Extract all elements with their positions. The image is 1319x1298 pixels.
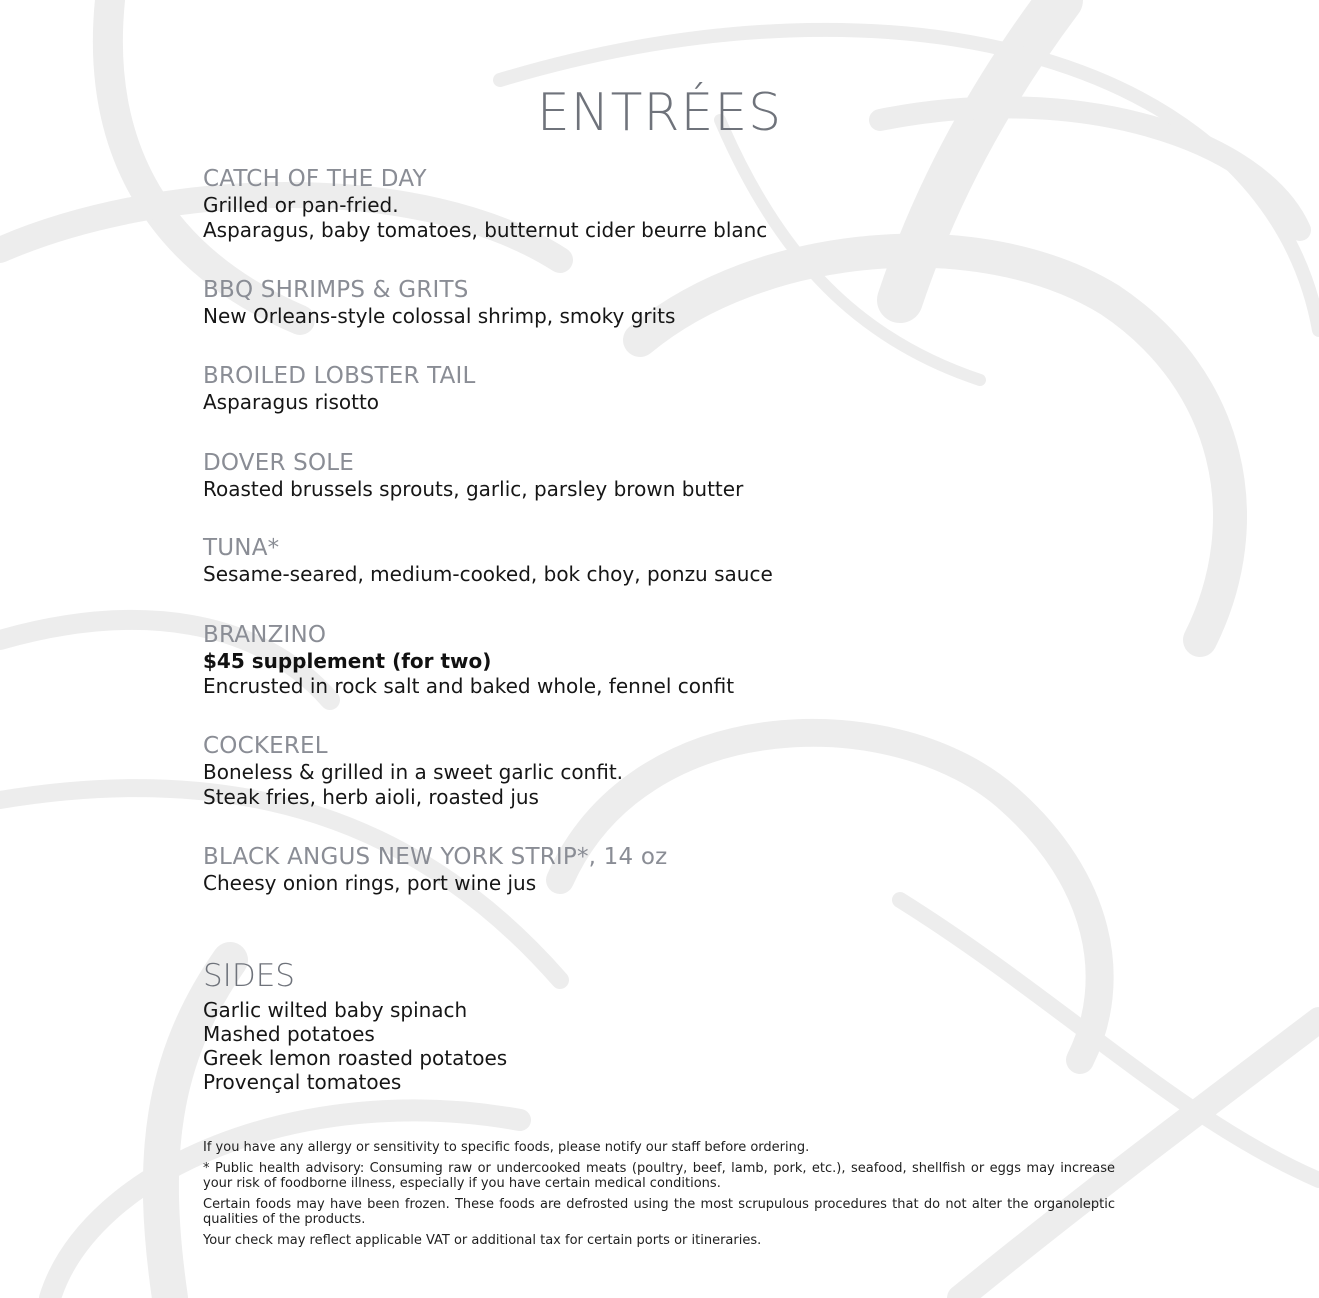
entree-name: BBQ SHRIMPS & GRITS: [203, 277, 469, 303]
entree-cockerel: [203, 733, 1103, 810]
entree-description: Asparagus risotto: [203, 390, 380, 414]
sides-section: [203, 958, 803, 1094]
entree-name: CATCH OF THE DAY: [203, 166, 427, 192]
sides-heading: SIDES: [203, 958, 295, 994]
entree-description: Grilled or pan-fried.: [203, 193, 399, 217]
entree-name: BLACK ANGUS NEW YORK STRIP*, 14 oz: [203, 844, 668, 870]
page-title: ENTRÉES: [536, 83, 783, 143]
entree-name: DOVER SOLE: [203, 450, 355, 476]
entree-description: Sesame-seared, medium-cooked, bok choy, ponzu sauce: [203, 562, 773, 586]
side-item: Provençal tomatoes: [203, 1070, 402, 1094]
entree-bbq-shrimps-grits: [203, 277, 1103, 329]
entree-description: Roasted brussels sprouts, garlic, parsley brown butter: [203, 477, 744, 501]
footnotes: [203, 1140, 1115, 1254]
entree-name: TUNA*: [203, 535, 280, 561]
health-advisory-note: * Public health advisory: Consuming raw or undercooked meats (poultry, beef, lamb, pork, etc.), seafood, shellfish or eggs may increase your risk of foodborne illness, especially if you have certain medical conditions.: [203, 1161, 1115, 1191]
entree-name: BROILED LOBSTER TAIL: [203, 363, 476, 389]
entree-dover-sole: [203, 450, 1103, 502]
side-item: Greek lemon roasted potatoes: [203, 1046, 508, 1070]
entree-name: BRANZINO: [203, 622, 327, 648]
entree-catch-of-the-day: [203, 166, 1103, 243]
entree-description: Boneless & grilled in a sweet garlic confit.: [203, 760, 624, 784]
entree-broiled-lobster-tail: [203, 363, 1103, 415]
frozen-foods-note: Certain foods may have been frozen. These foods are defrosted using the most scrupulous procedures that do not alter the organoleptic qualities of the products.: [203, 1197, 1115, 1227]
entree-description: Cheesy onion rings, port wine jus: [203, 871, 537, 895]
entree-description: Asparagus, baby tomatoes, butternut cider beurre blanc: [203, 218, 768, 242]
side-item: Mashed potatoes: [203, 1022, 375, 1046]
entree-description: New Orleans-style colossal shrimp, smoky grits: [203, 304, 676, 328]
entree-supplement: $45 supplement (for two): [203, 649, 492, 673]
side-item: Garlic wilted baby spinach: [203, 998, 468, 1022]
entree-description: Steak fries, herb aioli, roasted jus: [203, 785, 539, 809]
tax-note: Your check may reflect applicable VAT or additional tax for certain ports or itineraries.: [203, 1233, 762, 1248]
entree-branzino: [203, 622, 1103, 699]
entree-name: COCKEREL: [203, 733, 328, 759]
entree-tuna: [203, 535, 1103, 587]
allergy-note: If you have any allergy or sensitivity to specific foods, please notify our staff before ordering.: [203, 1140, 810, 1155]
entree-description: Encrusted in rock salt and baked whole, fennel confit: [203, 674, 735, 698]
entree-black-angus-ny-strip: [203, 844, 1103, 896]
